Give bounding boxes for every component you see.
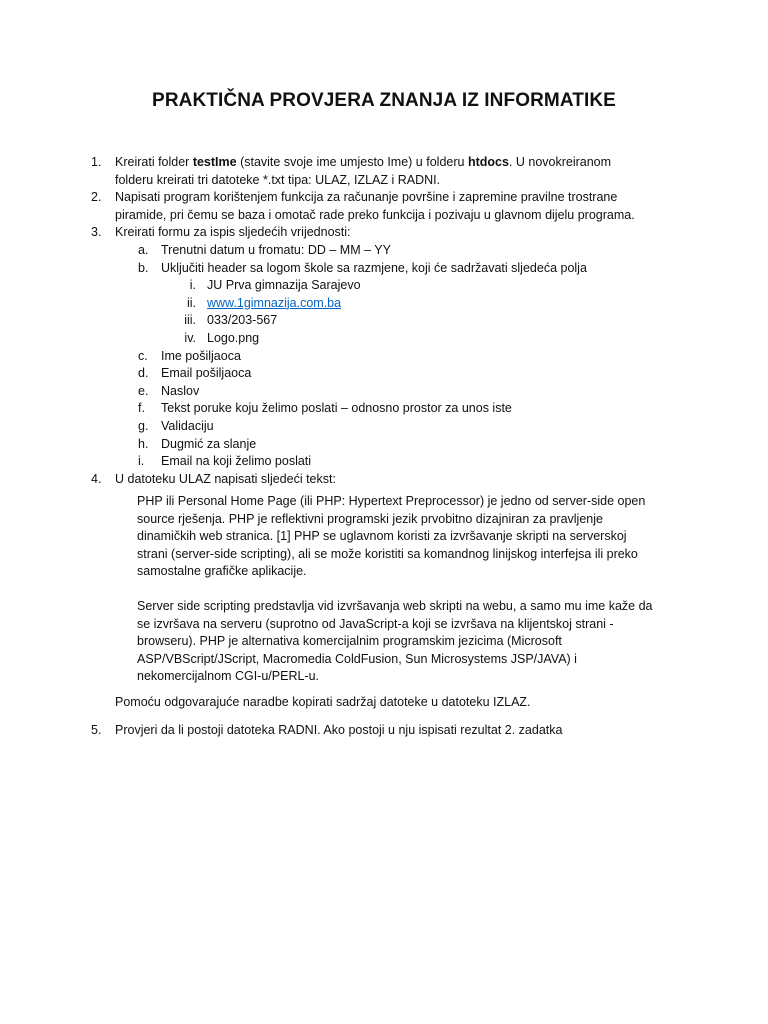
sublist-letter: e. [138, 383, 149, 398]
list-number: 5. [91, 723, 102, 737]
list-item-line: Kreirati formu za ispis sljedećih vrijednosti: [115, 225, 351, 240]
sublist-letter: g. [138, 419, 149, 433]
sublist-roman-item [207, 295, 341, 313]
sublist-letter: f. [138, 401, 145, 416]
sublist-item: Uključiti header sa logom škole sa razmjene, koji će sadržavati sljedeća polja [161, 260, 587, 275]
quoted-paragraph-line: samostalne grafičke aplikacije. [137, 564, 307, 579]
sublist-roman-item: Logo.png [207, 331, 260, 345]
sublist-roman-item: JU Prva gimnazija Sarajevo [207, 278, 361, 293]
list-item-line: folderu kreirati tri datoteke *.txt tipa: ULAZ, IZLAZ i RADNI. [115, 172, 441, 187]
sublist-item: Tekst poruke koju želimo poslati – odnosno prostor za unos iste [161, 401, 512, 416]
list-item-line: Kreirati folder testIme (stavite svoje ime umjesto Ime) u folderu htdocs. U novokreiranom [115, 155, 612, 169]
sublist-letter: d. [138, 366, 149, 381]
sublist-letter: a. [138, 243, 149, 257]
page-title: PRAKTIČNA PROVJERA ZNANJA IZ INFORMATIKE [152, 90, 616, 111]
list-number: 2. [91, 190, 102, 205]
quoted-paragraph-line: strani (server-side scripting), ali se može koristiti sa komandnog linijskog interfejsa ili preko [137, 546, 638, 561]
sublist-roman: iii. [184, 313, 196, 328]
list-item-line: U datoteku ULAZ napisati sljedeći tekst: [115, 471, 336, 486]
sublist-item: Email na koji želimo poslati [161, 454, 312, 469]
website-link[interactable]: www.1gimnazija.com.ba [207, 295, 342, 310]
quoted-paragraph-line: source rješenja. PHP je reflektivni programski jezik prvobitno dizajniran za pravljenje [137, 511, 603, 526]
quoted-paragraph-line: PHP ili Personal Home Page (ili PHP: Hypertext Preprocessor) je jedno od server-side open [137, 494, 646, 508]
sublist-letter: i. [138, 454, 145, 469]
bold-term: htdocs [467, 155, 509, 169]
list-item-line: Provjeri da li postoji datoteka RADNI. Ako postoji u nju ispisati rezultat 2. zadatka [115, 723, 563, 737]
quoted-paragraph-line: browseru). PHP je alternativa komercijalnim programskim jezicima (Microsoft [137, 634, 562, 649]
sublist-roman: i. [189, 278, 196, 293]
quoted-paragraph-line: Server side scripting predstavlja vid izvršavanja web skripti na webu, a samo mu ime kaže da [137, 599, 653, 613]
sublist-roman-item: 033/203-567 [207, 313, 278, 328]
sublist-letter: h. [138, 436, 149, 451]
sublist-roman: iv. [184, 331, 196, 345]
sublist-item: Naslov [161, 383, 200, 398]
instruction-line: Pomoću odgovarajuće naradbe kopirati sadržaj datoteke u datoteku IZLAZ. [115, 695, 531, 709]
list-number: 4. [91, 471, 102, 486]
sublist-item: Email pošiljaoca [161, 366, 252, 381]
sublist-item: Trenutni datum u fromatu: DD – MM – YY [161, 243, 391, 257]
quoted-paragraph-line: se izvršava na serveru (suprotno od JavaScript-a koji se izvršava na klijentskoj strani - [137, 616, 614, 631]
sublist-roman: ii. [186, 295, 196, 310]
quoted-paragraph-line: dinamičkih web stranica. [1] PHP se uglavnom koristi za izvršavanje skripti na serverskoj [137, 529, 627, 544]
sublist-item: Validaciju [161, 419, 214, 433]
list-number: 3. [91, 225, 102, 240]
sublist-letter: c. [138, 348, 148, 363]
list-item-line: piramide, pri čemu se baza i omotač rade preko funkcija i pozivaju u glavnom dijelu programa. [115, 207, 635, 222]
list-item-line: Napisati program korištenjem funkcija za računanje površine i zapremine pravilne trostrane [115, 190, 618, 205]
sublist-item: Ime pošiljaoca [161, 348, 241, 363]
bold-term: testIme [192, 155, 237, 169]
sublist-item: Dugmić za slanje [161, 436, 257, 451]
list-number: 1. [91, 155, 102, 169]
quoted-paragraph-line: nekomercijalnom CGI-u/PERL-u. [137, 669, 320, 684]
quoted-paragraph-line: ASP/VBScript/JScript, Macromedia ColdFusion, Sun Microsystems JSP/JAVA) i [137, 651, 577, 666]
sublist-letter: b. [138, 260, 149, 275]
